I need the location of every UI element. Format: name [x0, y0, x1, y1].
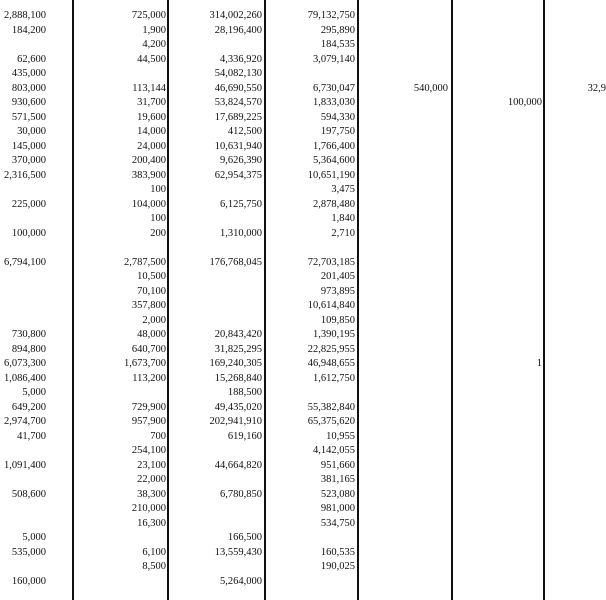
table-cell: 649,200 [11, 401, 46, 413]
table-cell: 100,000 [507, 97, 542, 108]
table-cell: 2,878,480 [313, 198, 355, 210]
table-cell: 435,000 [11, 68, 46, 79]
table-cell: 640,700 [131, 343, 166, 355]
table-cell: 9,626,390 [220, 155, 262, 166]
table-cell: 160,000 [11, 575, 46, 587]
table-cell: 32,9 [587, 82, 606, 94]
table-cell: 70,100 [137, 285, 166, 297]
table-cell: 65,375,620 [307, 416, 355, 427]
table-cell: 14,000 [137, 126, 166, 137]
table-cell: 930,600 [11, 97, 46, 108]
table-cell: 46,690,550 [214, 82, 262, 94]
table-cell: 700 [150, 430, 166, 442]
table-cell: 619,160 [227, 430, 262, 442]
table-cell: 22,000 [137, 474, 166, 485]
table-cell: 6,780,850 [220, 488, 262, 500]
table-cell: 200,400 [131, 155, 166, 166]
table-cell: 184,200 [11, 24, 46, 36]
table-cell: 540,000 [413, 82, 448, 94]
table-cell: 523,080 [320, 488, 355, 500]
table-cell: 2,974,700 [4, 416, 46, 427]
table-cell: 55,382,840 [307, 401, 355, 413]
table-cell: 104,000 [131, 198, 166, 210]
table-cell: 31,700 [137, 97, 166, 108]
table-cell: 803,000 [11, 82, 46, 94]
table-cell: 295,890 [320, 24, 355, 36]
table-cell: 1,833,030 [313, 97, 355, 108]
table-cell: 53,824,570 [214, 97, 262, 108]
table-cell: 38,300 [137, 488, 166, 500]
column-divider [543, 0, 545, 600]
table-cell: 5,000 [22, 532, 46, 543]
table-cell: 109,850 [320, 314, 355, 326]
table-cell: 17,689,225 [214, 111, 262, 123]
table-cell: 3,079,140 [313, 53, 355, 65]
table-cell: 100 [150, 213, 166, 224]
column-divider [451, 0, 453, 600]
table-cell: 6,100 [142, 546, 166, 558]
table-cell: 4,142,055 [313, 445, 355, 456]
table-cell: 973,895 [320, 285, 355, 297]
table-cell: 10,614,840 [307, 300, 355, 311]
table-cell: 44,500 [137, 53, 166, 65]
table-cell: 48,000 [137, 329, 166, 340]
table-cell: 30,000 [17, 126, 46, 137]
table-cell: 535,000 [11, 546, 46, 558]
table-cell: 1,612,750 [313, 372, 355, 384]
table-cell: 957,900 [131, 416, 166, 427]
table-cell: 2,316,500 [4, 169, 46, 181]
table-cell: 2,710 [331, 227, 355, 239]
table-cell: 370,000 [11, 155, 46, 166]
table-cell: 571,500 [11, 111, 46, 123]
table-cell: 201,405 [320, 271, 355, 282]
table-cell: 2,888,100 [4, 10, 46, 21]
table-cell: 729,900 [131, 401, 166, 413]
table-cell: 31,825,295 [214, 343, 262, 355]
table-cell: 2,000 [142, 314, 166, 326]
table-cell: 725,000 [131, 10, 166, 21]
table-cell: 15,268,840 [214, 372, 262, 384]
table-cell: 508,600 [11, 488, 46, 500]
table-cell: 357,800 [131, 300, 166, 311]
table-cell: 22,825,955 [307, 343, 355, 355]
table-cell: 412,500 [227, 126, 262, 137]
table-cell: 100 [150, 184, 166, 195]
table-cell: 41,700 [17, 430, 46, 442]
table-cell: 5,364,600 [313, 155, 355, 166]
table-cell: 100,000 [11, 227, 46, 239]
table-cell: 197,750 [320, 126, 355, 137]
table-cell: 1,673,700 [124, 358, 166, 369]
table-cell: 1,086,400 [4, 372, 46, 384]
table-cell: 200 [150, 227, 166, 239]
table-cell: 1,900 [142, 24, 166, 36]
table-cell: 894,800 [11, 343, 46, 355]
table-cell: 5,264,000 [220, 575, 262, 587]
table-cell: 1,390,195 [313, 329, 355, 340]
table-cell: 1,310,000 [220, 227, 262, 239]
table-cell: 202,941,910 [209, 416, 262, 427]
table-cell: 254,100 [131, 445, 166, 456]
table-cell: 6,073,300 [4, 358, 46, 369]
table-cell: 46,948,655 [307, 358, 355, 369]
table-cell: 49,435,020 [214, 401, 262, 413]
table-cell: 10,500 [137, 271, 166, 282]
table-cell: 72,703,185 [307, 256, 355, 268]
table-cell: 176,768,045 [209, 256, 262, 268]
table-cell: 145,000 [11, 140, 46, 152]
table-cell: 4,200 [142, 39, 166, 50]
table-cell: 44,664,820 [214, 459, 262, 471]
table-cell: 160,535 [320, 546, 355, 558]
table-cell: 210,000 [131, 503, 166, 514]
column-divider [264, 0, 266, 600]
table-cell: 113,200 [132, 372, 166, 384]
table-cell: 1,766,400 [313, 140, 355, 152]
table-cell: 5,000 [22, 387, 46, 398]
table-cell: 79,132,750 [307, 10, 355, 21]
table-cell: 594,330 [320, 111, 355, 123]
table-cell: 730,800 [11, 329, 46, 340]
table-cell: 981,000 [320, 503, 355, 514]
table-cell: 13,559,430 [214, 546, 262, 558]
table-cell: 314,002,260 [209, 10, 262, 21]
table-cell: 190,025 [320, 561, 355, 572]
table-cell: 188,500 [227, 387, 262, 398]
table-cell: 113,144 [132, 82, 166, 94]
table-cell: 381,165 [320, 474, 355, 485]
table-cell: 28,196,400 [214, 24, 262, 36]
table-cell: 6,794,100 [4, 256, 46, 268]
column-divider [72, 0, 74, 600]
table-cell: 951,660 [320, 459, 355, 471]
table-cell: 2,787,500 [124, 256, 166, 268]
table-cell: 4,336,920 [220, 53, 262, 65]
table-cell: 184,535 [320, 39, 355, 50]
table-cell: 23,100 [137, 459, 166, 471]
table-cell: 10,651,190 [307, 169, 355, 181]
table-cell: 1 [536, 358, 542, 369]
table-cell: 16,300 [137, 517, 166, 529]
table-cell: 383,900 [131, 169, 166, 181]
table-cell: 3,475 [331, 184, 355, 195]
table-cell: 534,750 [320, 517, 355, 529]
table-cell: 62,954,375 [214, 169, 262, 181]
table-cell: 24,000 [137, 140, 166, 152]
table-cell: 19,600 [137, 111, 166, 123]
table-cell: 10,631,940 [214, 140, 262, 152]
table-cell: 6,730,047 [313, 82, 355, 94]
table-cell: 1,091,400 [4, 459, 46, 471]
table-cell: 1,840 [331, 213, 355, 224]
table-cell: 54,082,130 [214, 68, 262, 79]
table-cell: 10,955 [326, 430, 355, 442]
table-cell: 166,500 [227, 532, 262, 543]
table-cell: 225,000 [11, 198, 46, 210]
table-cell: 169,240,305 [209, 358, 262, 369]
table-cell: 62,600 [17, 53, 46, 65]
column-divider [167, 0, 169, 600]
table-cell: 6,125,750 [220, 198, 262, 210]
table-cell: 20,843,420 [214, 329, 262, 340]
table-cell: 8,500 [142, 561, 166, 572]
